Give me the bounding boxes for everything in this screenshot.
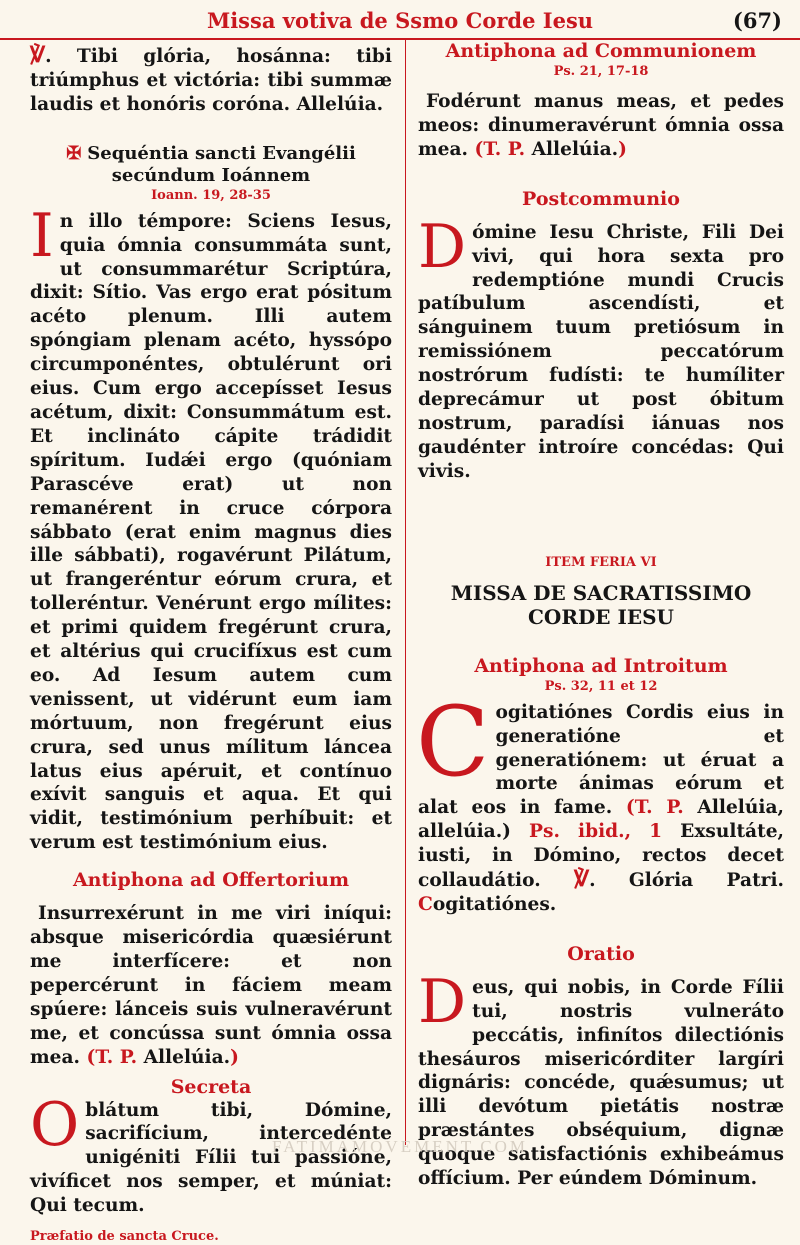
postcommunion-text: ómine Iesu Christe, Fili Dei vivi, qui hora sexta pro redemptióne mundi Crucis patíbulum ascendísti, et sánguinem tuum pretiósum in remissiónem peccatórum nostrórum fudísti: te humíliter deprecámur ut post óbitum nostrum, paradísi iánuas nos gaudénter introíre concédas: Qui vivis. [418, 221, 784, 482]
item-feria-label: ITEM FERIA VI [545, 554, 657, 570]
oratio-text: eus, qui nobis, in Corde Fílii tui, nostris vulneráto peccátis, infinítos dilectiónis thesáuros misericórditer largíri dignáris: concéde, quǽsumus; ut illi devótum pietátis nostræ præstántes obséquium, dignæ quoque satisfactiónis exhibeámus offícium. Per eúndem Dóminum. [418, 976, 784, 1190]
introit-reference: Ps. 32, 11 et 12 [544, 678, 658, 694]
communion-paragraph [418, 90, 784, 162]
communion-alleluia: Allelúia. [531, 138, 619, 160]
offertory-tp: (T. P. [86, 1046, 138, 1068]
watermark: FATIMAMOVEMENT.COM [272, 1137, 528, 1156]
introit-psalm: Exsultáte, iusti, in Dómino, rectos decet collaudátio. [418, 821, 784, 892]
secret-paragraph [30, 1089, 392, 1219]
right-column [416, 40, 784, 1190]
page-number: (67) [732, 8, 782, 33]
introit-gloria: . Glória Patri. [589, 870, 784, 892]
communion-text: Fodérunt manus meas, et pedes meos: dinumeravérunt ómnia ossa mea. [418, 91, 784, 160]
postcommunion-heading: Postcommunio [522, 187, 680, 210]
introit-initial: C [416, 685, 490, 798]
running-title: Missa votiva de Ssmo Corde Iesu [206, 8, 594, 33]
left-column [30, 42, 392, 1245]
gospel-initial: I [30, 200, 54, 271]
versicle-icon: ℣ [30, 42, 46, 68]
cross-icon: ✠ [66, 142, 82, 164]
gospel-title [30, 143, 392, 187]
gospel-text-paragraph [30, 200, 392, 855]
page-header [0, 0, 800, 40]
introit-psalm-reference: Ps. ibid., 1 [529, 821, 663, 843]
preface-note: Præfatio de sancta Cruce. [30, 1229, 219, 1245]
mass-title-line1: MISSA DE SACRATISSIMO [450, 580, 752, 605]
mass-title [418, 581, 784, 629]
gospel-title-line2: secúndum Ioánnem [111, 164, 311, 186]
introit-repeat-text: ogitatiónes. [432, 893, 557, 915]
oratio-heading: Oratio [567, 942, 635, 965]
versicle-icon: ℣ [574, 866, 590, 893]
offertory-text: Insurrexérunt in me viri iníqui: absque misericórdia quæsiérunt me interfícere: et non pepercérunt in fáciem meam spúere: lánceis suis vulneravérunt me, et concússa sunt ómnia ossa mea. [30, 903, 392, 1068]
introit-alleluia: Allelúia, allelúia.) [418, 797, 784, 843]
offertory-close: ) [230, 1046, 239, 1068]
postcommunion-initial: D [418, 211, 467, 282]
secret-text: blátum tibi, Dómine, sacrifícium, intercedénte unigéniti Fílii tui passióne, vivíficet nos semper, et múniat: Qui tecum. [30, 1099, 392, 1217]
gospel-text: n illo témpore: Sciens Iesus, quia ómnia consummáta sunt, ut consummarétur Scriptúra, dixit: Sítio. Vas ergo erat pósitum acéto plenum. Illi autem spóngiam plenam acéto, hyssópo circumponéntes, obtulérunt ori eius. Cum ergo accepísset Iesus acétum, dixit: Consummátum est. Et inclináto cápite trádidit spíritum. Iudǽi ergo (quóniam Parascéve erat) ut non remanérent in cruce córpora sábbato (erat enim magnus dies ille sábbati), rogavérunt Pilátum, ut frangeréntur eórum crura, et tolleréntur. Venérunt ergo mílites: et primi quidem fregérunt crura, et altérius qui crucifíxus est cum eo. Ad Iesum autem cum venissent, ut vidérunt eum iam mórtuum, non fregérunt eius crura, sed unus mílitum láncea latus eius apéruit, et contínuo exívit sanguis et aqua. Et qui vidit, testimónium perhíbuit: et verum est testimónium eius. [30, 210, 392, 854]
offertory-heading: Antiphona ad Offertorium [72, 869, 350, 892]
column-divider [405, 40, 406, 1145]
verse-paragraph [30, 44, 392, 117]
offertory-alleluia: Allelúia. [143, 1046, 231, 1068]
communion-heading: Antiphona ad Communionem [445, 40, 757, 62]
introit-text: ogitatiónes Cordis eius in generatióne et generatiónem: ut éruat a morte ánimas eórum et alat eos in fame. [418, 701, 784, 819]
mass-title-line2: CORDE IESU [528, 604, 674, 629]
introit-heading: Antiphona ad Introitum [474, 654, 728, 677]
oratio-initial: D [418, 966, 467, 1037]
gospel-reference: Ioann. 19, 28-35 [151, 187, 271, 203]
offertory-paragraph [30, 902, 392, 1069]
secret-heading: Secreta [170, 1075, 252, 1098]
communion-close: ) [618, 138, 627, 160]
introit-repeat-initial: C [418, 893, 433, 915]
secret-initial: O [30, 1089, 80, 1160]
gospel-title-line1: Sequéntia sancti Evangélii [87, 142, 356, 164]
verse-text: . Tibi glória, hosánna: tibi triúmphus et victória: tibi summæ laudis et honóris coróna. Allelúia. [30, 46, 392, 115]
introit-tp: (T. P. [625, 797, 684, 819]
communion-tp: (T. P. [474, 138, 526, 160]
communion-reference: Ps. 21, 17-18 [553, 64, 649, 79]
oratio-paragraph [418, 966, 784, 1191]
postcommunion-paragraph [418, 211, 784, 484]
